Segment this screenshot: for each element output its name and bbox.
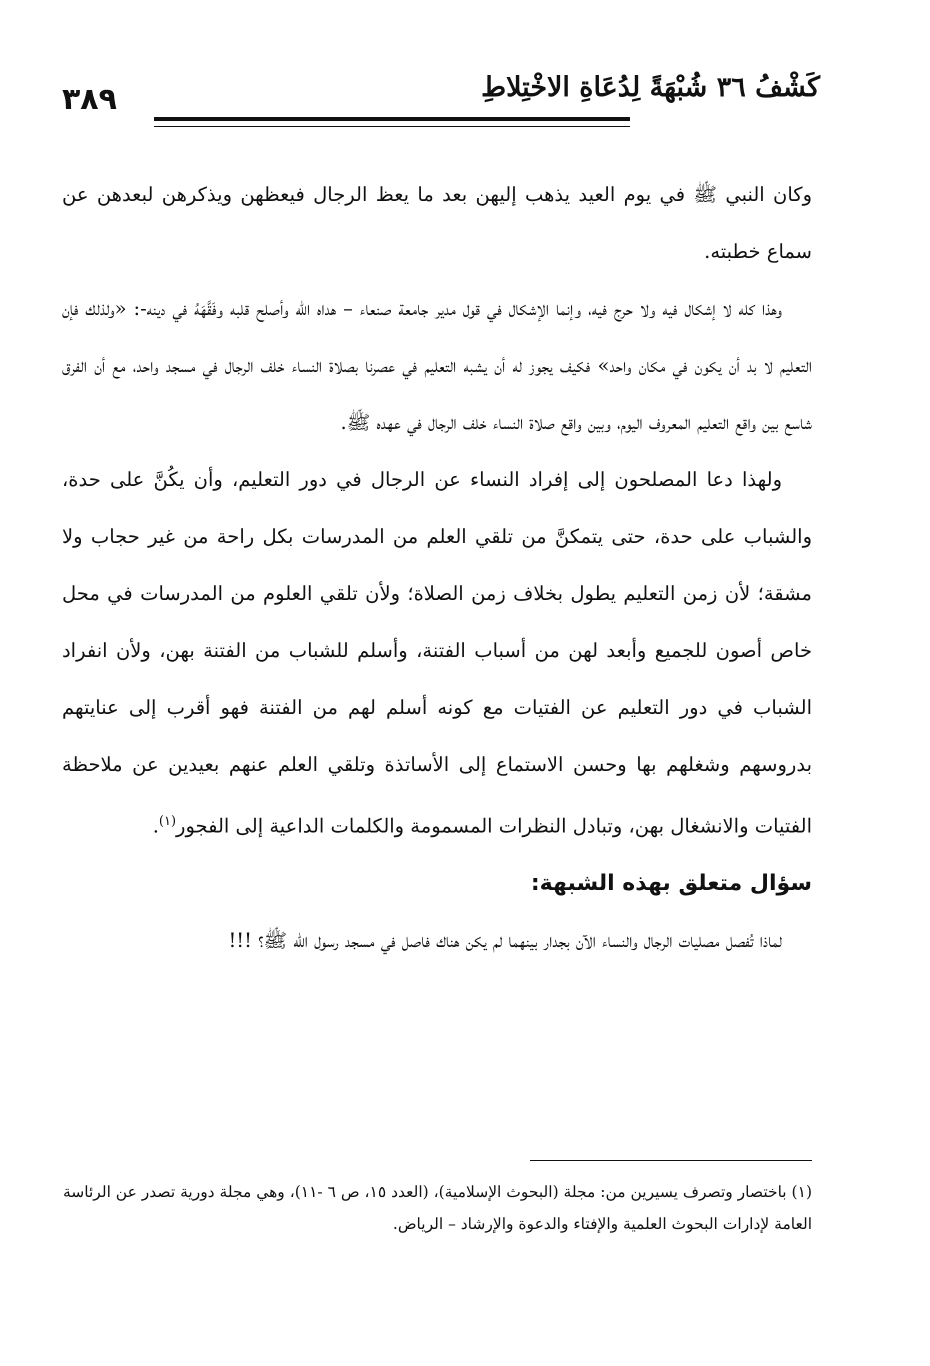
paragraph: وهذا كله لا إشكال فيه ولا حرج فيه، وإنما الإشكال في قول مدير جامعة صنعاء – هداه الله وأصلح قلبه وفَقَّهَهُ في دينه-: «ولذلك فإن التعليم لا بد أن يكون في مكان واحد» فكيف يجوز له أن يشبه التعليم في عصرنا بصلاة النساء خلف الرجال في مسجد واحد، مع أن الفرق شاسع بين واقع التعليم المعروف اليوم، وبين واقع صلاة النساء خلف الرجال في عهده ﷺ. [62, 297, 812, 434]
footnote-marker: (١) [158, 814, 177, 829]
paragraph: وكان النبي ﷺ في يوم العيد يذهب إليهن بعد ما يعظ الرجال فيعظهن ويذكرهن لبعدهن عن سماع خطبته. [62, 183, 812, 263]
main-text [62, 166, 812, 969]
footnote-separator [530, 1160, 812, 1161]
footnotes [50, 1176, 812, 1240]
paragraph-text: ولهذا دعا المصلحون إلى إفراد النساء عن الرجال في دور التعليم، وأن يكُنَّ على حدة، والشباب على حدة، حتى يتمكنَّ من تلقي العلم من المدرسات بكل راحة من غير حجاب ولا مشقة؛ لأن زمن التعليم يطول بخلاف زمن الصلاة؛ ولأن تلقي العلوم من المدرسات في محل خاص أصون للجميع وأبعد لهن من أسباب الفتنة، وأسلم للشباب من الفتنة بهن، ولأن انفراد الشباب في دور التعليم عن الفتيات مع كونه أسلم لهم من الفتنة فهو أقرب إلى عنايتهم بدروسهم وشغلهم بها وحسن الاستماع إلى الأساتذة وتلقي العلم عنهم بعيدين عن ملاحظة الفتيات والانشغال بهن، وتبادل النظرات المسمومة والكلمات الداعية إلى الفجور [62, 468, 812, 838]
book-title: كَشْفُ ٣٦ شُبْهَةً لِدُعَاةِ الاخْتِلاطِ [481, 72, 820, 103]
footnote: (١) باختصار وتصرف يسيرين من: مجلة (البحوث الإسلامية)، (العدد ١٥، ص ٦ -١١)، وهي مجلة دورية تصدر عن الرئاسة العامة لإدارات البحوث العلمية والإفتاء والدعوة والإرشاد – الرياض. [62, 1183, 812, 1233]
page-header [62, 68, 820, 132]
paragraph: ولهذا دعا المصلحون إلى إفراد النساء عن الرجال في دور التعليم، وأن يكُنَّ على حدة، والشباب على حدة، حتى يتمكنَّ من تلقي العلم من المدرسات بكل راحة من غير حجاب ولا مشقة؛ لأن زمن التعليم يطول بخلاف زمن الصلاة؛ ولأن تلقي العلوم من المدرسات في محل خاص أصون للجميع وأبعد لهن من أسباب الفتنة، وأسلم للشباب من الفتنة بهن، ولأن انفراد الشباب في دور التعليم عن الفتيات مع كونه أسلم لهم من الفتنة فهو أقرب إلى عنايتهم بدروسهم وشغلهم بها وحسن الاستماع إلى الأساتذة وتلقي العلم عنهم بعيدين عن ملاحظة الفتيات والانشغال بهن، وتبادل النظرات المسمومة والكلمات الداعية إلى الفجور$^{(١)}$. [62, 468, 812, 838]
header-rule-thin [154, 126, 630, 127]
section-heading: سؤال متعلق بهذه الشبهة: [530, 870, 812, 896]
header-rule [154, 117, 630, 121]
page-number: ٣٨٩ [62, 82, 117, 117]
question-paragraph: لماذا تُفصل مصليات الرجال والنساء الآن بجدار بينهما لم يكن هناك فاصل في مسجد رسول الله ﷺ؟ !!! [228, 928, 782, 952]
